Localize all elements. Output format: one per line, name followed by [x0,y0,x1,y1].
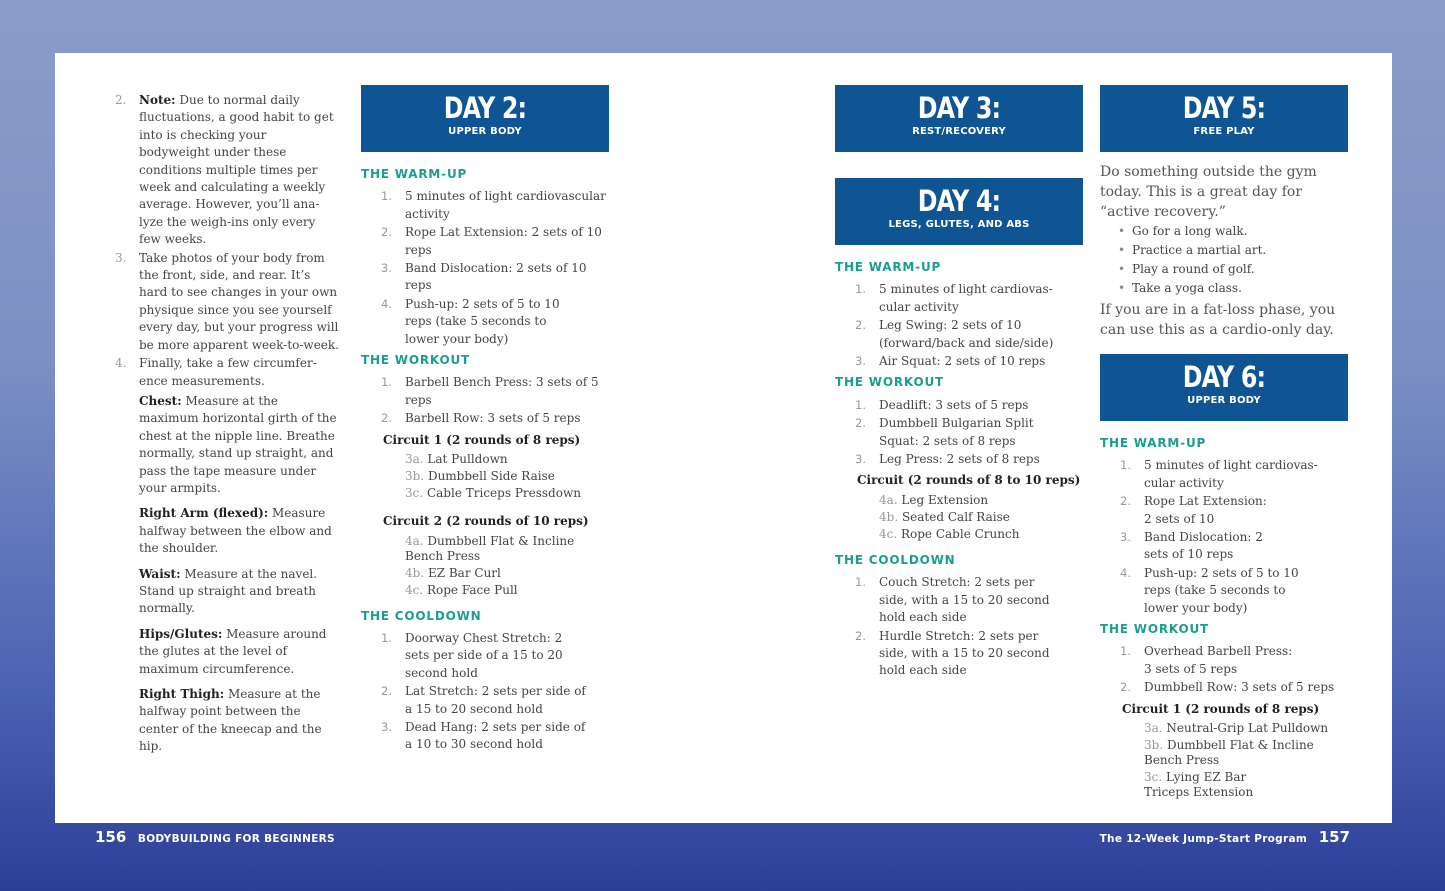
circuit-item: 3b. Dumbbell Side Raise [405,469,555,484]
list-item [1100,493,1348,528]
day-subtitle: UPPER BODY [448,126,522,137]
chapter-title: The 12-Week Jump-Start Program [1099,833,1308,845]
list-item [835,574,1083,626]
list-item [361,630,609,682]
day-heading: DAY 6: [1182,360,1266,394]
item-text: Lat Stretch: 2 sets per side of a 15 to 20 second hold [405,684,586,716]
item-number: 1. [855,575,866,590]
list-item [1100,565,1348,617]
note-item-2 [115,92,340,249]
item-number: 4. [115,356,127,371]
item-number: 1. [1120,644,1131,659]
day5-day6-column [1100,85,1348,802]
item-number: 1. [381,630,392,645]
item-text: Band Dislocation: 2 sets of 10 reps [1144,530,1263,562]
note-text: Take photos of your body from the front, side, and rear. It’s hard to see changes in your own physique since you see yourself every day, but your progress will be more apparent week-to-week. [139,250,339,352]
circuit-2-heading: Circuit 2 (2 rounds of 10 reps) [383,514,589,529]
measurement-label: Hips/Glutes: [139,626,223,641]
measurement-chest [115,393,340,497]
item-text: Leg Press: 2 sets of 8 reps [879,452,1040,467]
item-text: Dumbbell Row: 3 sets of 5 reps [1144,680,1335,695]
item-text: Rope Lat Extension: 2 sets of 10 reps [405,225,602,257]
measurement-text: Measure halfway between the elbow and the shoulder. [139,506,332,556]
item-text: Band Dislocation: 2 sets of 10 reps [405,261,587,293]
cooldown-heading: THE COOLDOWN [361,608,482,623]
note-text: Finally, take a few circumfer-ence measurements. [139,356,317,388]
measurement-text: Measure at the halfway point between the center of the kneecap and the hip. [139,687,322,754]
list-item [1100,679,1348,696]
item-text: Deadlift: 3 sets of 5 reps [879,397,1029,412]
day5-outro: If you are in a fat-loss phase, you can use this as a cardio-only day. [1100,302,1336,338]
day6-banner [1100,354,1348,421]
item-number: 3. [855,452,866,467]
notes-column [115,92,340,756]
cooldown-list [361,630,609,754]
day-subtitle: LEGS, GLUTES, AND ABS [888,219,1030,230]
item-number: 1. [381,375,392,390]
item-text: Push-up: 2 sets of 5 to 10 reps (take 5 seconds to lower your body) [405,296,560,346]
note-item-4 [115,355,340,390]
circuit-item: 4b. EZ Bar Curl [405,565,501,580]
item-text: Barbell Row: 3 sets of 5 reps [405,411,581,426]
list-item [1100,457,1348,492]
workout-heading: THE WORKOUT [1100,622,1209,637]
item-number: 2. [381,225,392,240]
item-number: 3. [381,261,392,276]
warmup-list [1100,457,1348,617]
cooldown-list [835,574,1083,679]
circuit-item: 4c. Rope Cable Crunch [879,526,1020,541]
measurement-text: Measure at the navel. Stand up straight and breath normally. [139,566,318,616]
item-text: 5 minutes of light cardiovascular activity [405,189,606,221]
circuit-item: 4c. Rope Face Pull [405,582,518,597]
item-number: 3. [381,719,392,734]
item-text: Leg Swing: 2 sets of 10 (forward/back and side/side) [879,318,1054,350]
cooldown-heading: THE COOLDOWN [835,552,956,567]
day3-day4-column [835,85,1083,680]
note-item-3 [115,250,340,354]
item-number: 1. [855,397,866,412]
list-item: • Go for a long walk. [1100,222,1348,241]
list-item [1100,529,1348,564]
item-text: Overhead Barbell Press: 3 sets of 5 reps [1144,644,1293,676]
measurement-thigh [115,686,340,756]
item-text: 5 minutes of light cardiovas-cular activity [879,282,1053,314]
item-number: 2. [115,93,127,107]
footer-left [95,827,335,846]
item-number: 2. [381,411,392,426]
list-item [835,281,1083,316]
workout-list [1100,643,1348,696]
item-number: 2. [1120,494,1131,509]
item-number: 1. [1120,458,1131,473]
circuit-item: 3a. Neutral-Grip Lat Pulldown [1144,721,1329,736]
day-heading: DAY 2: [443,91,527,125]
list-item [361,260,609,295]
day-subtitle: FREE PLAY [1193,126,1255,137]
footer-right [1100,827,1350,846]
day5-bullets [1100,222,1348,298]
list-item [361,719,609,754]
list-item [361,188,609,223]
list-item [1100,643,1348,678]
item-number: 2. [381,684,392,699]
warmup-list [361,188,609,348]
list-item: • Practice a martial art. [1100,241,1348,260]
item-number: 3. [855,354,866,369]
measurement-arm [115,505,340,557]
item-number: 2. [855,416,866,431]
list-item [361,374,609,409]
circuit-item: 3c. Lying EZ Bar Triceps Extension [1144,770,1254,800]
item-text: Barbell Bench Press: 3 sets of 5 reps [405,375,599,407]
item-number: 3. [1120,530,1131,545]
item-number: 2. [1120,680,1131,695]
day-heading: DAY 5: [1182,91,1266,125]
list-item [361,410,609,427]
item-number: 3. [115,250,127,265]
item-text: Push-up: 2 sets of 5 to 10 reps (take 5 seconds to lower your body) [1144,565,1299,615]
warmup-heading: THE WARM-UP [1100,436,1207,450]
warmup-heading: THE WARM-UP [835,260,942,274]
circuit-item: 3b. Dumbbell Flat & Incline Bench Press [1144,738,1314,768]
measurement-label: Right Thigh: [139,687,225,701]
circuit-item: 3c. Cable Triceps Pressdown [405,486,581,501]
day2-column [361,85,609,754]
item-text: Couch Stretch: 2 sets per side, with a 15 to 20 second hold each side [879,575,1050,625]
circuit-1-heading: Circuit 1 (2 rounds of 8 reps) [383,432,581,447]
item-number: 2. [855,628,866,643]
measurement-waist [115,566,340,618]
item-text: 5 minutes of light cardiovas-cular activity [1144,458,1318,490]
list-item [835,317,1083,352]
measurement-label: Chest: [139,393,182,408]
list-item [835,451,1083,468]
list-item [361,296,609,348]
item-number: 2. [855,318,866,333]
day5-banner [1100,85,1348,152]
day-heading: DAY 3: [917,91,1001,125]
item-text: Dead Hang: 2 sets per side of a 10 to 30 second hold [405,719,586,752]
day5-intro: Do something outside the gym today. This is a great day for “active recovery.” [1100,164,1317,220]
list-item [835,353,1083,370]
measurement-text: Measure at the maximum horizontal girth of the chest at the nipple line. Breathe normally, stand up straight, and pass the tape measure under your armpits. [139,393,337,495]
page-number-right: 157 [1318,828,1350,846]
circuit-item: 4a. Leg Extension [879,492,989,507]
list-item [361,224,609,259]
item-number: 4. [381,296,392,311]
list-item [361,683,609,718]
day-heading: DAY 4: [917,184,1001,218]
list-item [835,415,1083,450]
item-text: Rope Lat Extension: 2 sets of 10 [1144,494,1267,526]
measurement-hips [115,626,340,678]
note-text: Due to normal daily fluctuations, a good habit to get into is checking your bodyweight under these conditions multiple times per week and calculating a weekly average. However, you’ll ana-lyze the weigh-ins only every few weeks. [139,93,334,247]
day-subtitle: UPPER BODY [1187,395,1261,406]
day-subtitle: REST/RECOVERY [912,126,1006,137]
item-number: 1. [381,189,392,204]
page-number-left: 156 [95,828,127,846]
item-text: Doorway Chest Stretch: 2 sets per side of a 15 to 20 second hold [405,630,563,680]
item-text: Dumbbell Bulgarian Split Squat: 2 sets of 8 reps [879,416,1034,448]
item-number: 4. [1120,565,1131,580]
workout-list [835,397,1083,469]
item-text: Air Squat: 2 sets of 10 reps [879,354,1046,369]
circuit-1-heading: Circuit 1 (2 rounds of 8 reps) [1122,701,1320,716]
warmup-list [835,281,1083,370]
book-title: BODYBUILDING FOR BEGINNERS [137,833,335,845]
item-number: 1. [855,282,866,297]
item-text: Hurdle Stretch: 2 sets per side, with a 15 to 20 second hold each side [879,628,1050,678]
circuit-heading: Circuit (2 rounds of 8 to 10 reps) [857,473,1081,488]
workout-heading: THE WORKOUT [361,353,470,368]
circuit-item: 4b. Seated Calf Raise [879,509,1010,524]
list-item [835,397,1083,414]
measurement-label: Waist: [139,566,181,581]
day3-banner [835,85,1083,152]
measurement-label: Right Arm (flexed): [139,506,269,521]
workout-list [361,374,609,427]
list-item: • Take a yoga class. [1100,279,1348,298]
warmup-heading: THE WARM-UP [361,167,468,181]
measurement-text: Measure around the glutes at the level of maximum circumference. [139,626,327,676]
day2-banner [361,85,609,152]
circuit-item: 4a. Dumbbell Flat & Incline Bench Press [405,533,575,563]
circuit-item: 3a. Lat Pulldown [405,452,508,467]
list-item [835,628,1083,680]
list-item: • Play a round of golf. [1100,260,1348,279]
day4-banner [835,178,1083,245]
workout-heading: THE WORKOUT [835,375,944,390]
note-label: Note: [139,93,176,107]
